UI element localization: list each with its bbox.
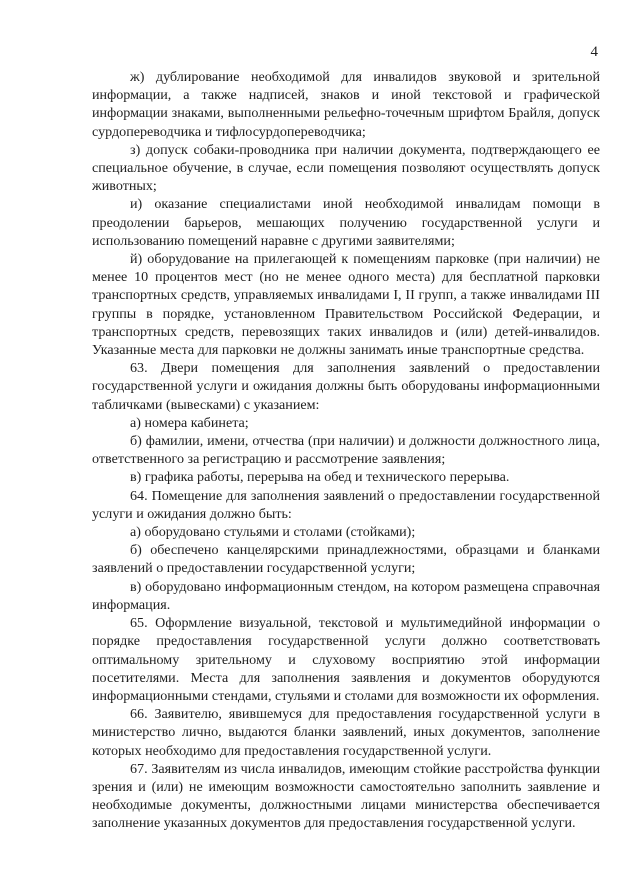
paragraph-z: з) допуск собаки-проводника при наличии документа, подтверждающего ее специальное обучение, в случае, если помещения позволяют осуществлять допуск животных;: [92, 141, 600, 195]
paragraph-zh: ж) дублирование необходимой для инвалидов звуковой и зрительной информации, а также надписей, знаков и иной текстовой и графической информации знаками, выполненными рельефно-точечным шрифтом Брайля, допуск сурдопереводчика и тифлосурдопереводчика;: [92, 69, 600, 140]
paragraph-64-v: в) оборудовано информационным стендом, на котором размещена справочная информация.: [92, 578, 600, 613]
paragraph-67: 67. Заявителям из числа инвалидов, имеющим стойкие расстройства функции зрения и (или) не имеющим возможности самостоятельно заполнить заявление и необходимые документы, должностными лицами министерства обеспечивается заполнение указанных документов для предоставления государственной услуги.: [92, 760, 600, 832]
paragraph-66: 66. Заявителю, явившемуся для предоставления государственной услуги в министерство лично, выдаются бланки заявлений, иных документов, заполнение которых необходимо для предоставления государственной услуги.: [92, 706, 600, 759]
paragraph-65: 65. Оформление визуальной, текстовой и мультимедийной информации о порядке предоставления государственной услуги должно соответствовать оптимальному зрительному и слуховому восприятию этой информации посетителями. Места для заполнения заявления и документов оборудуются информационными стендами, стульями и столами для возможности их оформления.: [92, 615, 600, 704]
paragraph-63-b: б) фамилии, имени, отчества (при наличии) и должности должностного лица, ответственного за регистрацию и рассмотрение заявления;: [92, 433, 600, 468]
paragraph-64-a: а) оборудовано стульями и столами (стойками);: [130, 524, 416, 541]
paragraph-64: 64. Помещение для заполнения заявлений о предоставлении государственной услуги и ожидания должно быть:: [92, 487, 600, 522]
paragraph-63-v: в) графика работы, перерыва на обед и технического перерыва.: [130, 469, 510, 486]
document-body: [92, 68, 600, 833]
paragraph-i-kratkoe: й) оборудование на прилегающей к помещениям парковке (при наличии) не менее 10 процентов мест (но не менее одного места) для бесплатной парковки транспортных средств, управляемых инвалидами I, II групп, а также инвалидами III группы в порядке, установленном Правительством Российской Федерации, и транспортных средств, перевозящих таких инвалидов и (или) детей-инвалидов. Указанные места для парковки не должны занимать иные транспортные средства.: [92, 251, 600, 359]
page-number: 4: [590, 44, 598, 60]
paragraph-64-b: б) обеспечено канцелярскими принадлежностями, образцами и бланками заявлений о предоставлении государственной услуги;: [92, 542, 600, 577]
paragraph-63: 63. Двери помещения для заполнения заявлений о предоставлении государственной услуги и ожидания должны быть оборудованы информационными табличками (вывесками) с указанием:: [92, 360, 600, 413]
paragraph-i: и) оказание специалистами иной необходимой инвалидам помощи в преодолении барьеров, мешающих получению государственной услуги и использованию помещений наравне с другими заявителями;: [92, 196, 600, 249]
paragraph-63-a: а) номера кабинета;: [130, 414, 249, 431]
